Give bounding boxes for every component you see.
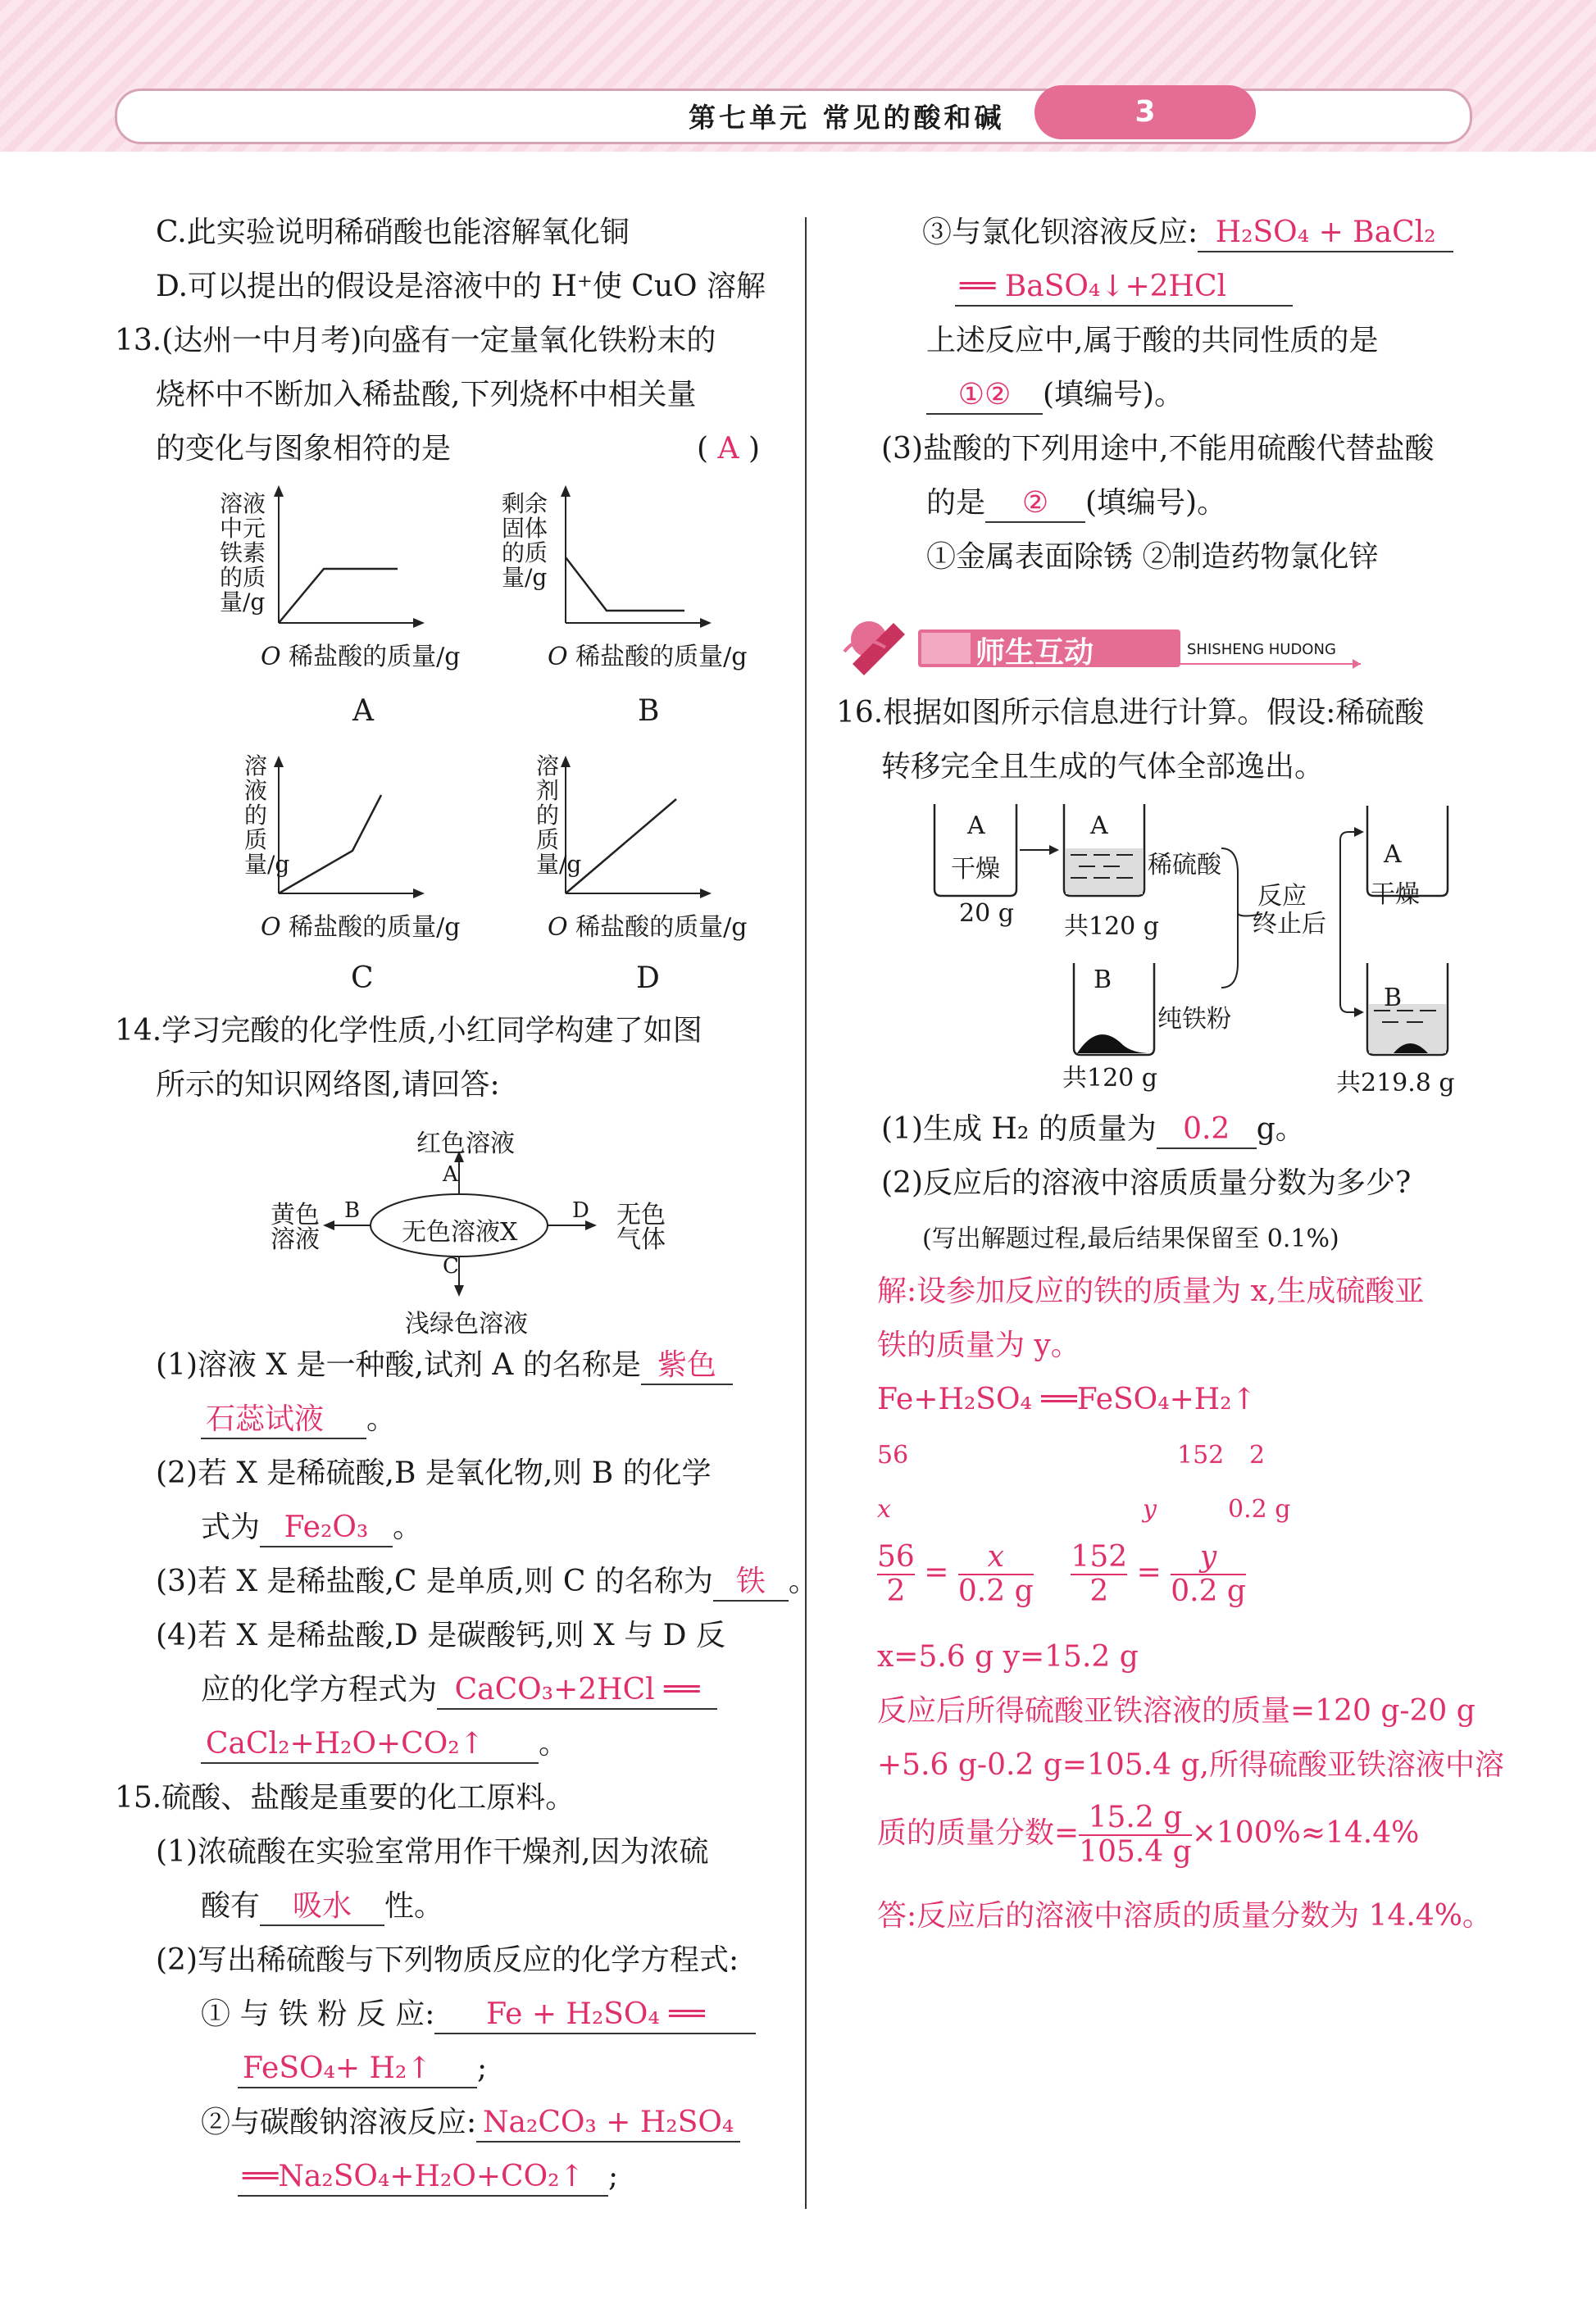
q14-1-answer-a: 紫色	[641, 1347, 733, 1385]
q15-2-2-answer-b: ══Na₂SO₄+H₂O+CO₂↑	[238, 2159, 608, 2197]
q15-1-a: (1)浓硫酸在实验室常用作干燥剂,因为浓硫	[156, 1835, 709, 1869]
solution-mass-fe: 56	[877, 1441, 909, 1470]
q14-line1: 14.学习完酸的化学性质,小红同学构建了如图	[115, 1014, 703, 1047]
net-d: D	[572, 1198, 589, 1223]
q15-2-1-answer-b: FeSO₄+ H₂↑	[238, 2051, 477, 2088]
solution-mass-b: +5.6 g-0.2 g=105.4 g,所得硫酸亚铁溶液中溶	[877, 1748, 1504, 1782]
graph-a	[274, 485, 425, 628]
solution-mass-a: 反应后所得硫酸亚铁溶液的质量=120 g-20 g	[877, 1694, 1476, 1728]
net-c: C	[443, 1254, 459, 1279]
solution-xy: x=5.6 g y=15.2 g	[877, 1640, 1139, 1674]
q13-graphs	[213, 484, 787, 975]
diag-total-b2: 共219.8 g	[1336, 1069, 1455, 1097]
graph-a-label: A	[352, 694, 374, 728]
fraction-x-02: $\frac{x}{0.2 g}$	[957, 1540, 1034, 1608]
q15-title: 15.硫酸、盐酸是重要的化工原料。	[115, 1781, 575, 1815]
solution-line1: 解:设参加反应的铁的质量为 x,生成硫酸亚	[877, 1275, 1425, 1308]
q12-option-d: D.可以提出的假设是溶液中的 H⁺使 CuO 溶解	[156, 270, 766, 303]
q15-2: (2)写出稀硫酸与下列物质反应的化学方程式:	[156, 1943, 739, 1977]
q15-1-b: 酸有 吸水 性。	[201, 1888, 443, 1926]
pencil-icon	[844, 621, 905, 675]
diag-end: 终止后	[1253, 910, 1326, 938]
q14-1-cont: 石蕊试液 。	[201, 1402, 396, 1439]
q13-line3: 的变化与图象相符的是	[156, 432, 452, 466]
diag-acid: 稀硫酸	[1148, 851, 1221, 879]
q16-line2: 转移完全且生成的气体全部逸出。	[881, 750, 1325, 784]
graph-c-ylabel: 溶液的质量/g	[244, 752, 290, 878]
q15-common-answer: ①②	[926, 377, 1043, 415]
net-left: 黄色溶液	[271, 1201, 320, 1254]
net-bottom: 浅绿色溶液	[405, 1310, 528, 1338]
q15-2-2: ②与碳酸钠溶液反应: Na₂CO₃ + H₂SO₄	[201, 2105, 740, 2143]
solution-proportions: $\frac{56}{2}$ = $\frac{x}{0.2 g}$ $\frac{152}{2}$ = $\frac{y}{0.2 g}$	[877, 1540, 1246, 1608]
diag-iron: 纯铁粉	[1157, 1005, 1231, 1034]
unit-title: 第七单元 常见的酸和碱	[689, 102, 1005, 134]
diag-dry2: 干燥	[1371, 880, 1420, 909]
q16-1: (1)生成 H₂ 的质量为 0.2 g。	[881, 1111, 1305, 1149]
graph-b-label: B	[638, 694, 660, 728]
solution-line2: 铁的质量为 y。	[877, 1329, 1080, 1362]
graph-d	[561, 756, 712, 898]
fraction-152-2: $\frac{152}{2}$	[1071, 1540, 1128, 1608]
graph-b	[561, 485, 712, 628]
q15-3-answer: ②	[985, 485, 1085, 523]
net-a: A	[443, 1162, 458, 1187]
column-divider	[805, 217, 807, 2209]
fraction-y-02: $\frac{y}{0.2 g}$	[1171, 1540, 1246, 1608]
solution-var-y: y	[1143, 1495, 1157, 1524]
q13-line1: 13.(达州一中月考)向盛有一定量氧化铁粉末的	[115, 324, 716, 357]
diag-beaker-a: A	[967, 811, 985, 840]
q15-2-1-answer-a: Fe + H₂SO₄ ══	[434, 1997, 756, 2034]
banner-subtitle: SHISHENG HUDONG	[1187, 641, 1336, 658]
diag-react: 反应	[1257, 882, 1307, 911]
q14-2-a: (2)若 X 是稀硫酸,B 是氧化物,则 B 的化学	[156, 1456, 712, 1490]
q14-4-cont: CaCl₂+H₂O+CO₂↑ 。	[201, 1726, 568, 1764]
diag-beaker-b2: B	[1384, 984, 1403, 1012]
q15-2-1: ① 与 铁 粉 反 应: Fe + H₂SO₄ ══	[201, 1997, 756, 2034]
graph-c-label: C	[351, 961, 374, 995]
banner-title: 师生互动	[975, 636, 1094, 670]
q15-3-b: 的是 ② (填编号)。	[926, 485, 1226, 523]
q15-2-3: ③与氯化钡溶液反应: H₂SO₄ + BaCl₂	[922, 215, 1453, 252]
q16-2-note: (写出解题过程,最后结果保留至 0.1%)	[922, 1225, 1339, 1253]
graph-c	[274, 756, 425, 898]
q15-common-a: 上述反应中,属于酸的共同性质的是	[926, 324, 1379, 357]
solution-var-x: x	[877, 1495, 891, 1524]
solution-fraction: 质的质量分数= $\frac{15.2 g}{105.4 g}$ ×100%≈14.4%	[877, 1801, 1420, 1869]
q14-2-b: 式为 Fe₂O₃ 。	[201, 1510, 422, 1547]
q14-line2: 所示的知识网络图,请回答:	[156, 1068, 500, 1102]
diag-beaker-a3: A	[1384, 840, 1402, 869]
diag-beaker-b: B	[1094, 966, 1112, 994]
diag-total-b: 共120 g	[1062, 1064, 1158, 1093]
net-top: 红色溶液	[416, 1129, 515, 1158]
graph-d-label: D	[636, 961, 660, 995]
page-number: 3	[1034, 85, 1256, 139]
q16-1-answer: 0.2	[1157, 1111, 1257, 1149]
q14-3-answer: 铁	[713, 1564, 789, 1602]
fraction-mass-ratio: $\frac{15.2 g}{105.4 g}$	[1079, 1801, 1192, 1869]
q15-3-options: ①金属表面除锈 ②制造药物氯化锌	[926, 540, 1379, 574]
q13-answer: A	[717, 432, 739, 466]
graph-a-xlabel: O 稀盐酸的质量/g	[261, 643, 461, 671]
q15-2-2-cont: ══Na₂SO₄+H₂O+CO₂↑ ;	[238, 2159, 618, 2197]
solution-answer: 答:反应后的溶液中溶质的质量分数为 14.4%。	[877, 1899, 1492, 1933]
diag-beaker-a2: A	[1090, 811, 1108, 840]
net-center: 无色溶液X	[402, 1218, 518, 1247]
diag-mass-a: 20 g	[959, 899, 1014, 928]
q14-2-answer: Fe₂O₃	[260, 1510, 393, 1547]
net-b: B	[344, 1198, 361, 1223]
q15-2-2-answer-a: Na₂CO₃ + H₂SO₄	[476, 2105, 740, 2143]
q15-3-a: (3)盐酸的下列用途中,不能用硫酸代替盐酸	[881, 432, 1435, 466]
diag-dry: 干燥	[951, 855, 1000, 884]
q14-4-b: 应的化学方程式为 CaCO₃+2HCl ══	[201, 1672, 717, 1710]
solution-mass-h2: 2	[1249, 1441, 1266, 1470]
solution-var-h2: 0.2 g	[1228, 1495, 1291, 1524]
q12-option-c: C.此实验说明稀硝酸也能溶解氧化铜	[156, 216, 630, 249]
q13-answer-box: ( A )	[697, 432, 760, 466]
diag-total-a: 共120 g	[1064, 912, 1160, 941]
q16-2: (2)反应后的溶液中溶质质量分数为多少?	[881, 1166, 1412, 1200]
graph-d-xlabel: O 稀盐酸的质量/g	[548, 913, 748, 942]
q13-line2: 烧杯中不断加入稀盐酸,下列烧杯中相关量	[156, 378, 697, 411]
net-right: 无色气体	[616, 1201, 666, 1254]
q16-line1: 16.根据如图所示信息进行计算。假设:稀硫酸	[836, 696, 1425, 729]
solution-mass-feso4: 152	[1177, 1441, 1225, 1470]
q14-1: (1)溶液 X 是一种酸,试剂 A 的名称是 紫色	[156, 1347, 733, 1385]
graph-c-xlabel: O 稀盐酸的质量/g	[261, 913, 461, 942]
q14-4-answer-a: CaCO₃+2HCl ══	[437, 1672, 717, 1710]
graph-d-ylabel: 溶剂的质量/g	[536, 752, 582, 878]
q15-common-b: ①② (填编号)。	[926, 377, 1184, 415]
q15-2-3-cont	[955, 269, 1293, 307]
q15-1-answer: 吸水	[260, 1888, 384, 1926]
solution-equation: Fe+H₂SO₄ ══FeSO₄+H₂↑	[877, 1383, 1257, 1416]
q14-1-answer-b: 石蕊试液	[201, 1402, 366, 1439]
graph-a-ylabel: 溶液中元铁素的质量/g	[220, 490, 266, 616]
fraction-56-2: $\frac{56}{2}$	[877, 1540, 915, 1608]
q14-3: (3)若 X 是稀盐酸,C 是单质,则 C 的名称为 铁 。	[156, 1564, 818, 1602]
q14-4-answer-b: CaCl₂+H₂O+CO₂↑	[201, 1726, 539, 1764]
q15-2-3-answer-a: H₂SO₄ + BaCl₂	[1198, 215, 1453, 252]
graph-b-ylabel: 剩余固体的质量/g	[502, 490, 548, 591]
q14-4-a: (4)若 X 是稀盐酸,D 是碳酸钙,则 X 与 D 反	[156, 1619, 725, 1652]
q15-2-1-cont: FeSO₄+ H₂↑ ;	[238, 2051, 487, 2088]
graph-b-xlabel: O 稀盐酸的质量/g	[548, 643, 748, 671]
q15-2-3-answer-b: ══ BaSO₄↓+2HCl	[955, 269, 1293, 307]
